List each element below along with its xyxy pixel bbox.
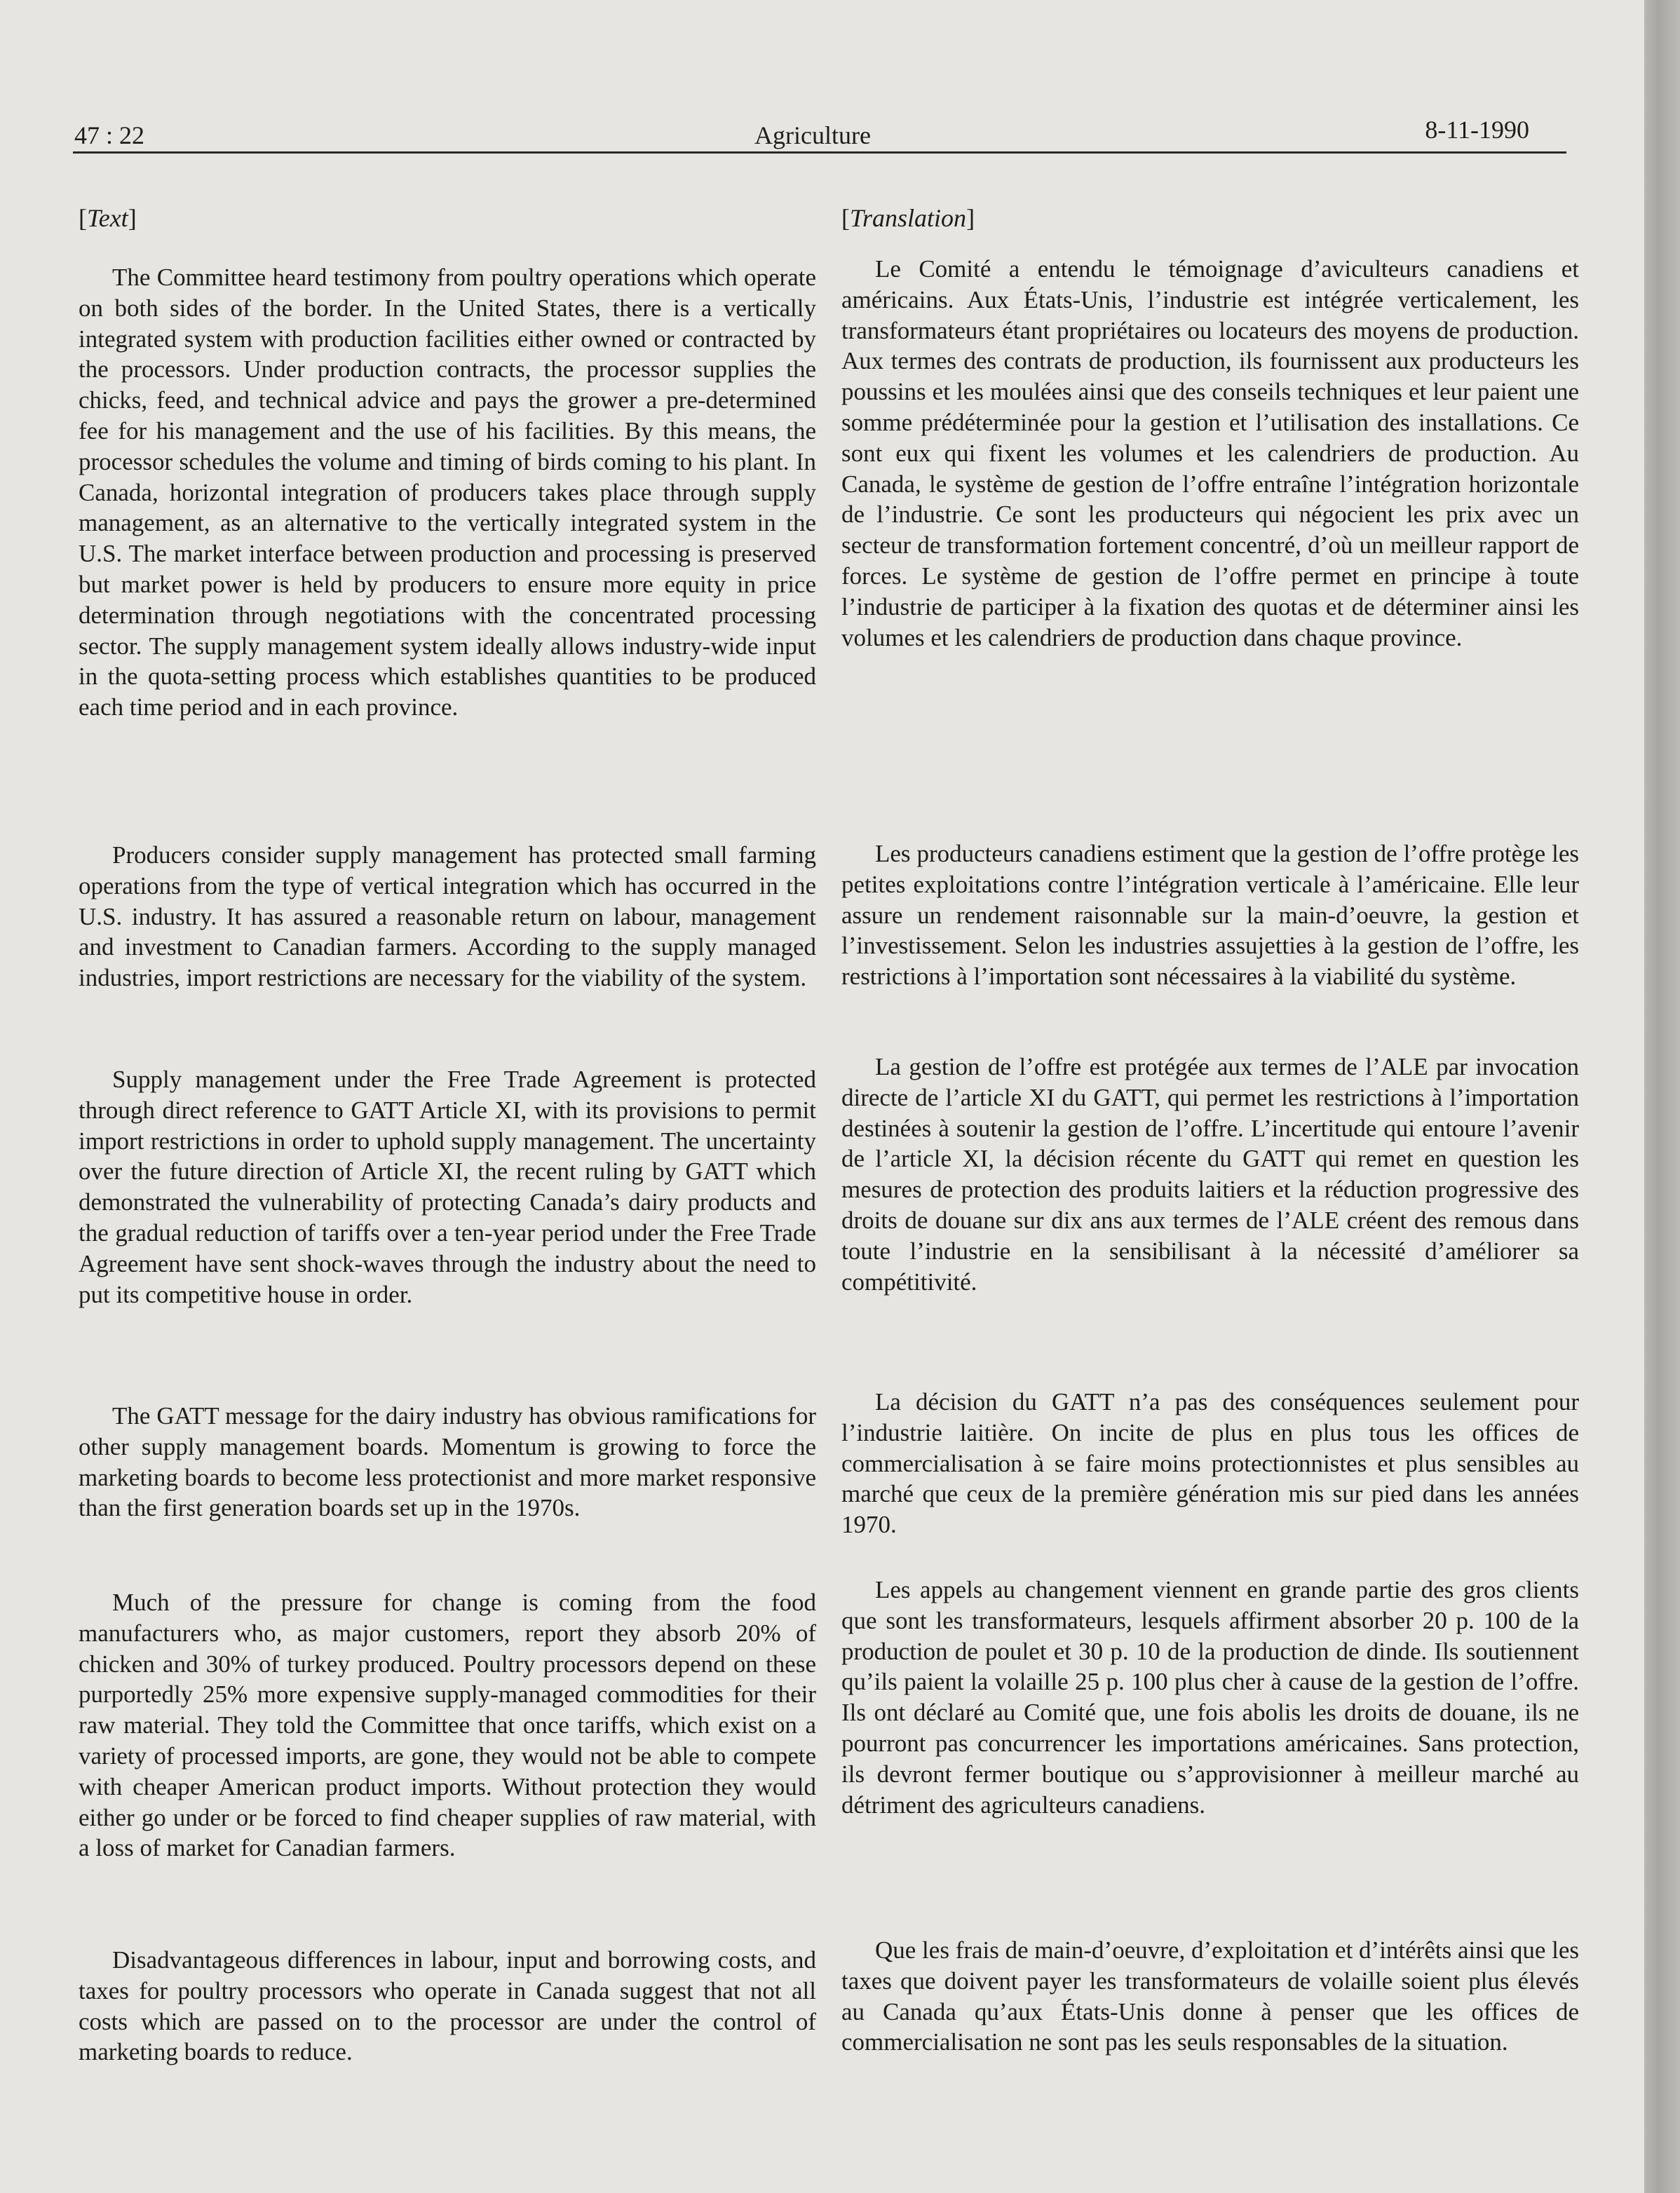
page-date: 8-11-1990 — [1425, 116, 1529, 144]
right-paragraph-6: Que les frais de main-d’oeuvre, d’exploitation et d’intérêts ainsi que les taxes que doivent payer les transformateurs de volaille soient plus élevés au Canada qu’aux États-Unis donne à penser que les offices de commercialisation ne sont pas les seuls responsables de la situation. — [841, 1936, 1579, 2056]
running-title: Agriculture — [754, 121, 871, 149]
right-column-label-word: Translation — [850, 204, 967, 232]
left-paragraph-1: The Committee heard testimony from poultry operations which operate on both sides of the border. In the United States, there is a vertically integrated system with production facilities either owned or contracted by the processors. Under production contracts, the processor supplies the chicks, feed, and technical advice and pays the grower a pre-determined fee for his management and the use of his facilities. By this means, the processor schedules the volume and timing of birds coming to his plant. In Canada, horizontal integration of producers takes place through supply management, as an alternative to the vertically integrated system in the U.S. The market interface between production and processing is preserved but market power is held by producers to ensure more equity in price determination through negotiations with the concentrated processing sector. The supply management system ideally allows industry-wide input in the quota-setting process which establishes quantities to be produced each time period and in each province. — [79, 264, 816, 721]
page-binding-edge — [1644, 0, 1680, 2193]
right-paragraph-5: Les appels au changement viennent en grande partie des gros clients que sont les transformateurs, lesquels affirment absorber 20 p. 100 de la production de poulet et 30 p. 10 de la production de dinde. Ils soutiennent qu’ils paient la volaille 25 p. 100 plus cher à cause de la gestion de l’offre. Ils ont déclaré au Comité que, une fois abolis les droits de douane, ils ne pourront pas concurrencer les importations américaines. Sans protection, ils devront fermer boutique ou s’approvisionner à meilleur marché au détriment des agriculteurs canadiens. — [841, 1576, 1579, 1819]
left-paragraph-4: The GATT message for the dairy industry has obvious ramifications for other supply management boards. Momentum is growing to force the marketing boards to become less protectionist and more market responsive than the first generation boards set up in the 1970s. — [79, 1402, 816, 1522]
right-paragraph-3: La gestion de l’offre est protégée aux termes de l’ALE par invocation directe de l’article XI du GATT, qui permet les restrictions à l’importation destinées à soutenir la gestion de l’offre. L’incertitude qui entoure l’avenir de l’article XI, la décision récente du GATT qui remet en question les mesures de protection des produits laitiers et la réduction progressive des droits de douane sur dix ans aux termes de l’ALE créent des remous dans toute l’industrie en la sensibilisant à la nécessité d’améliorer sa compétitivité. — [841, 1053, 1579, 1296]
left-column-label: [Text] — [79, 204, 137, 232]
left-column-label-word: Text — [87, 204, 128, 232]
left-paragraph-2: Producers consider supply management has protected small farming operations from the type of vertical integration which has occurred in the U.S. industry. It has assured a reasonable return on labour, management and investment to Canadian farmers. According to the supply managed industries, import restrictions are necessary for the viability of the system. — [79, 841, 816, 992]
right-column-label: [Translation] — [841, 204, 975, 232]
left-paragraph-5: Much of the pressure for change is coming from the food manufacturers who, as major customers, report they absorb 20% of chicken and 30% of turkey produced. Poultry processors depend on these purportedly 25% more expensive supply-managed commodities for their raw material. They told the Committee that once tariffs, which exist on a variety of processed imports, are gone, they would not be able to compete with cheaper American product imports. Without protection they would either go under or be forced to find cheaper supplies of raw material, with a loss of market for Canadian farmers. — [79, 1589, 816, 1862]
left-paragraph-6: Disadvantageous differences in labour, input and borrowing costs, and taxes for poultry processors who operate in Canada suggest that not all costs which are passed on to the processor are under the control of marketing boards to reduce. — [79, 1946, 816, 2066]
header-rule — [73, 151, 1566, 154]
right-paragraph-4: La décision du GATT n’a pas des conséquences seulement pour l’industrie laitière. On incite de plus en plus tous les offices de commercialisation à se faire moins protectionnistes et plus sensibles au marché que ceux de la première génération mis sur pied dans les années 1970. — [841, 1388, 1579, 1539]
left-paragraph-3: Supply management under the Free Trade Agreement is protected through direct reference to GATT Article XI, with its provisions to permit import restrictions in order to uphold supply management. The uncertainty over the future direction of Article XI, the recent ruling by GATT which demonstrated the vulnerability of protecting Canada’s dairy products and the gradual reduction of tariffs over a ten-year period under the Free Trade Agreement have sent shock-waves through the industry about the need to put its competitive house in order. — [79, 1066, 816, 1308]
right-paragraph-2: Les producteurs canadiens estiment que la gestion de l’offre protège les petites exploitations contre l’intégration verticale à l’américaine. Elle leur assure un rendement raisonnable sur la main-d’oeuvre, la gestion et l’investissement. Selon les industries assujetties à la gestion de l’offre, les restrictions à l’importation sont nécessaires à la viabilité du système. — [841, 840, 1579, 991]
right-paragraph-1: Le Comité a entendu le témoignage d’aviculteurs canadiens et américains. Aux États-Unis, l’industrie est intégrée verticalement, les transformateurs étant propriétaires ou locateurs des moyens de production. Aux termes des contrats de production, ils fournissent aux producteurs les poussins et les moulées ainsi que des conseils techniques et leur paient une somme prédéterminée pour la gestion et l’utilisation des installations. Ce sont eux qui fixent les volumes et les calendriers de production. Au Canada, le système de gestion de l’offre entraîne l’intégration horizontale de l’industrie. Ce sont les producteurs qui négocient les prix avec un secteur de transformation fortement concentré, d’où un meilleur rapport de forces. Le système de gestion de l’offre permet en principe à toute l’industrie de participer à la fixation des quotas et de déterminer ainsi les volumes et les calendriers de production dans chaque province. — [841, 255, 1579, 651]
page-number: 47 : 22 — [74, 121, 145, 149]
